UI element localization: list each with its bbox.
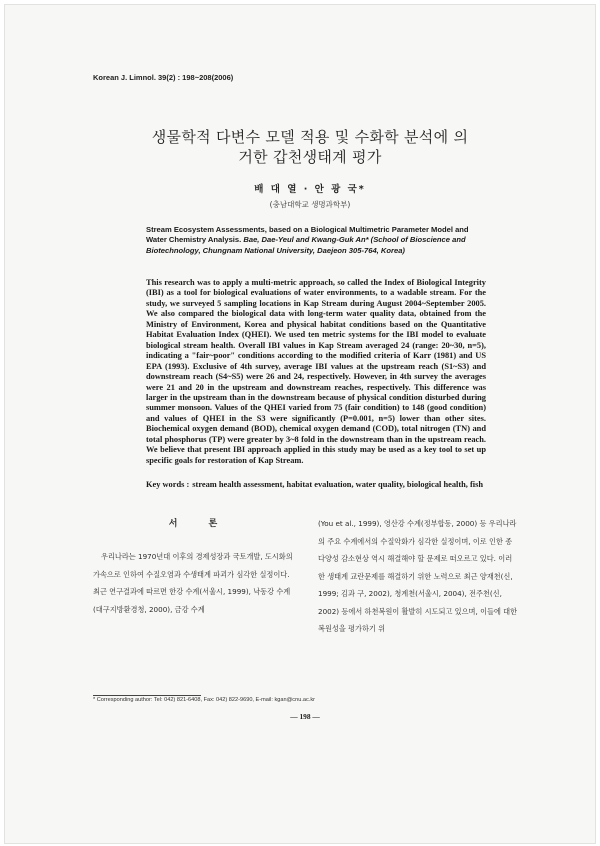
abstract: This research was to apply a multi-metric approach, so called the Index of Biological Integrity (IBI) as a tool for biological evaluations of water environments, to a wadable stream. For the study, we surveyed 5 sampling locations in Kap Stream during August 2004~September 2005. We also compared the biological data with long-term water quality data, obtained from the Ministry of Environment, Korea and physical habitat conditions based on the Quantitative Habitat Evaluation Index (QHEI). We used ten metric systems for the IBI model to evaluate biological stream health. Overall IBI values in Kap Stream averaged 24 (range: 20~30, n=5), indicating a "fair~poor" conditions according to the modified criteria of Karr (1981) and US EPA (1993). Exclusive of 4th survey, average IBI values at the upstream reach (S1~S3) and downstream reach (S4~S5) were 26 and 24, respectively. However, in 4th survey the averages were 21 and 20 in the upstream and downstream reaches, respectively. This difference was larger in the upstream than in the downstream because of physical condition disturbed during summer monsoon. Values of the QHEI varied from 75 (fair condition) to 148 (good condition) and values of QHEI in the S3 were significantly (P=0.001, n=5) lower than other sites. Biochemical oxygen demand (BOD), chemical oxygen demand (COD), total nitrogen (TN) and total phosphorus (TP) were greater by 3~8 fold in the downstream than in the upstream reach. We believe that present IBI approach applied in this study may be used as a key tool to set up specific goals for restoration of Kap Stream. — [146, 278, 486, 465]
footnote: * Corresponding author: Tel: 042) 821-6408, Fax: 042) 822-9690, E-mail: kgan@cnu.ac.kr — [93, 697, 315, 703]
english-authors-affiliation: Bae, Dae-Yeul and Kwang-Guk An* (School of Bioscience and Biotechnology, Chungnam National University, Daejeon 305-764, Korea) — [146, 235, 466, 255]
keywords-label: Key words : — [146, 480, 190, 489]
keywords — [146, 480, 486, 490]
korean-title: 생물학적 다변수 모델 적용 및 수화학 분석에 의거한 갑천생태계 평가 — [151, 128, 469, 166]
english-title-block — [146, 225, 486, 256]
paper-page — [4, 4, 596, 844]
footnote-divider — [93, 695, 201, 696]
english-title: Stream Ecosystem Assessments, based on a Biological Multimetric Parameter Model and Water Chemistry Analysis. — [146, 225, 469, 245]
intro-right-text: (You et al., 1999), 영산강 수계(정부합동, 2000) 등 우리나라의 주요 수계에서의 수질악화가 심각한 실정이며, 이로 인한 종다양성 감소현상 역시 해결해야 할 문제로 떠오르고 있다. 이러한 생태계 교란문제를 해결하기 위한 노력으로 최근 양재천(신, 1999; 김과 구, 2002), 청계천(서울시, 2004), 전주천(신, 2002) 등에서 하천복원이 활발히 시도되고 있으며, 이들에 대한 복원성을 평가하기 위 — [318, 519, 518, 633]
intro-left-text: 우리나라는 1970년대 이후의 경제성장과 국토개발, 도시화의 가속으로 인하여 수질오염과 수생태계 파괴가 심각한 실정이다. 최근 연구결과에 따르면 한강 수계(서울시, 1999), 낙동강 수계(대구지방환경청, 2000), 금강 수계 — [93, 552, 293, 614]
intro-left-column — [93, 548, 293, 618]
korean-authors: 배 대 열 · 안 광 국* — [254, 184, 366, 195]
intro-heading-wrap — [93, 517, 293, 539]
journal-reference: Korean J. Limnol. 39(2) : 198~208(2006) — [93, 73, 234, 82]
page-number: — 198 — — [290, 712, 320, 721]
keywords-text: stream health assessment, habitat evaluation, water quality, biological health, fish — [192, 480, 483, 489]
intro-heading: 서 론 — [168, 519, 232, 529]
korean-affiliation: (충남대학교 생명과학부) — [269, 200, 351, 209]
intro-right-column — [318, 515, 518, 638]
